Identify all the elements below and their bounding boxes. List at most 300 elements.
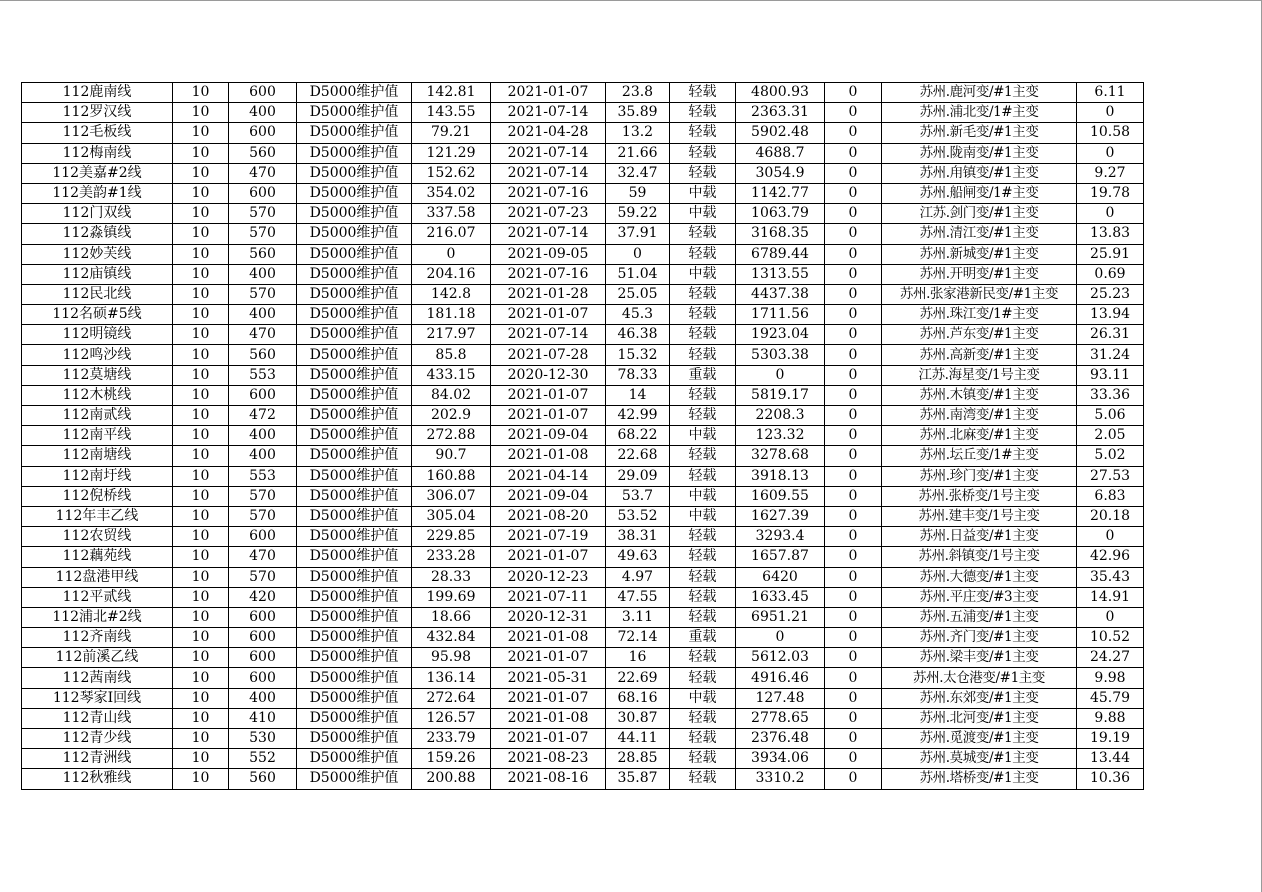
load-status-cell: 轻载 — [670, 749, 736, 769]
data-source-cell: D5000维护值 — [297, 406, 412, 426]
extra-value-cell: 19.78 — [1077, 183, 1144, 203]
line-name-cell: 112前溪乙线 — [22, 648, 173, 668]
load-status-cell: 轻载 — [670, 143, 736, 163]
current-value-cell: 0 — [412, 244, 491, 264]
extra-value-cell: 24.27 — [1077, 648, 1144, 668]
zero-cell: 0 — [825, 426, 882, 446]
current-value-cell: 142.81 — [412, 83, 491, 103]
line-name-cell: 112毛板线 — [22, 123, 173, 143]
substation-transformer-cell: 苏州.张桥变/1号主变 — [882, 486, 1077, 506]
extra-value-cell: 9.98 — [1077, 668, 1144, 688]
margin-cell: 6951.21 — [736, 607, 825, 627]
extra-value-cell: 14.91 — [1077, 587, 1144, 607]
margin-cell: 1923.04 — [736, 325, 825, 345]
data-source-cell: D5000维护值 — [297, 607, 412, 627]
current-value-cell: 90.7 — [412, 446, 491, 466]
current-value-cell: 217.97 — [412, 325, 491, 345]
current-value-cell: 28.33 — [412, 567, 491, 587]
date-cell: 2021-01-07 — [491, 83, 606, 103]
line-name-cell: 112名硕#5线 — [22, 305, 173, 325]
substation-transformer-cell: 苏州.坛丘变/1#主变 — [882, 446, 1077, 466]
margin-cell: 4688.7 — [736, 143, 825, 163]
current-value-cell: 202.9 — [412, 406, 491, 426]
margin-cell: 5612.03 — [736, 648, 825, 668]
voltage-cell: 10 — [173, 406, 229, 426]
table-row — [22, 385, 1144, 405]
voltage-cell: 10 — [173, 506, 229, 526]
voltage-cell: 10 — [173, 224, 229, 244]
table-row — [22, 547, 1144, 567]
current-value-cell: 18.66 — [412, 607, 491, 627]
voltage-cell: 10 — [173, 264, 229, 284]
load-rate-cell: 35.89 — [606, 103, 670, 123]
extra-value-cell: 0 — [1077, 103, 1144, 123]
substation-transformer-cell: 苏州.陇南变/#1主变 — [882, 143, 1077, 163]
load-status-cell: 重载 — [670, 365, 736, 385]
date-cell: 2021-09-05 — [491, 244, 606, 264]
line-name-cell: 112平贰线 — [22, 587, 173, 607]
date-cell: 2021-07-14 — [491, 224, 606, 244]
data-source-cell: D5000维护值 — [297, 365, 412, 385]
substation-transformer-cell: 苏州.船闸变/1#主变 — [882, 183, 1077, 203]
data-source-cell: D5000维护值 — [297, 183, 412, 203]
extra-value-cell: 10.58 — [1077, 123, 1144, 143]
table-row — [22, 163, 1144, 183]
voltage-cell: 10 — [173, 708, 229, 728]
load-status-cell: 中载 — [670, 426, 736, 446]
date-cell: 2021-01-08 — [491, 708, 606, 728]
voltage-cell: 10 — [173, 163, 229, 183]
zero-cell: 0 — [825, 284, 882, 304]
margin-cell: 4800.93 — [736, 83, 825, 103]
substation-transformer-cell: 苏州.日益变/#1主变 — [882, 527, 1077, 547]
substation-transformer-cell: 苏州.甪镇变/#1主变 — [882, 163, 1077, 183]
voltage-cell: 10 — [173, 769, 229, 789]
zero-cell: 0 — [825, 668, 882, 688]
substation-transformer-cell: 苏州.浦北变/1#主变 — [882, 103, 1077, 123]
load-rate-cell: 44.11 — [606, 729, 670, 749]
load-rate-cell: 68.16 — [606, 688, 670, 708]
rated-current-cell: 600 — [229, 628, 297, 648]
rated-current-cell: 560 — [229, 345, 297, 365]
extra-value-cell: 31.24 — [1077, 345, 1144, 365]
margin-cell: 1627.39 — [736, 506, 825, 526]
voltage-cell: 10 — [173, 183, 229, 203]
substation-transformer-cell: 苏州.南湾变/#1主变 — [882, 406, 1077, 426]
substation-transformer-cell: 苏州.北河变/#1主变 — [882, 708, 1077, 728]
table-row — [22, 426, 1144, 446]
line-name-cell: 112鸣沙线 — [22, 345, 173, 365]
table-row — [22, 305, 1144, 325]
load-rate-cell: 46.38 — [606, 325, 670, 345]
rated-current-cell: 410 — [229, 708, 297, 728]
zero-cell: 0 — [825, 365, 882, 385]
extra-value-cell: 33.36 — [1077, 385, 1144, 405]
rated-current-cell: 600 — [229, 668, 297, 688]
data-source-cell: D5000维护值 — [297, 587, 412, 607]
load-status-cell: 轻载 — [670, 648, 736, 668]
line-name-cell: 112浦北#2线 — [22, 607, 173, 627]
current-value-cell: 84.02 — [412, 385, 491, 405]
table-row — [22, 668, 1144, 688]
date-cell: 2021-07-23 — [491, 204, 606, 224]
voltage-cell: 10 — [173, 284, 229, 304]
load-rate-cell: 72.14 — [606, 628, 670, 648]
voltage-cell: 10 — [173, 628, 229, 648]
table-row — [22, 628, 1144, 648]
table-row — [22, 244, 1144, 264]
current-value-cell: 204.16 — [412, 264, 491, 284]
data-source-cell: D5000维护值 — [297, 547, 412, 567]
substation-transformer-cell: 苏州.太仓港变/#1主变 — [882, 668, 1077, 688]
line-name-cell: 112南塘线 — [22, 446, 173, 466]
extra-value-cell: 45.79 — [1077, 688, 1144, 708]
rated-current-cell: 560 — [229, 143, 297, 163]
page-border-top — [0, 0, 1262, 1]
extra-value-cell: 9.27 — [1077, 163, 1144, 183]
line-name-cell: 112妙芙线 — [22, 244, 173, 264]
margin-cell: 5902.48 — [736, 123, 825, 143]
zero-cell: 0 — [825, 567, 882, 587]
extra-value-cell: 0 — [1077, 143, 1144, 163]
rated-current-cell: 553 — [229, 365, 297, 385]
zero-cell: 0 — [825, 325, 882, 345]
voltage-cell: 10 — [173, 466, 229, 486]
line-name-cell: 112盘港甲线 — [22, 567, 173, 587]
load-rate-cell: 53.7 — [606, 486, 670, 506]
rated-current-cell: 420 — [229, 587, 297, 607]
line-name-cell: 112琴家Ⅰ回线 — [22, 688, 173, 708]
load-status-cell: 轻载 — [670, 103, 736, 123]
line-name-cell: 112梅南线 — [22, 143, 173, 163]
line-name-cell: 112明镜线 — [22, 325, 173, 345]
date-cell: 2021-01-28 — [491, 284, 606, 304]
load-rate-cell: 4.97 — [606, 567, 670, 587]
zero-cell: 0 — [825, 244, 882, 264]
line-name-cell: 112民北线 — [22, 284, 173, 304]
date-cell: 2021-07-11 — [491, 587, 606, 607]
zero-cell: 0 — [825, 204, 882, 224]
load-status-cell: 轻载 — [670, 769, 736, 789]
data-source-cell: D5000维护值 — [297, 204, 412, 224]
extra-value-cell: 10.36 — [1077, 769, 1144, 789]
voltage-cell: 10 — [173, 648, 229, 668]
line-name-cell: 112庙镇线 — [22, 264, 173, 284]
substation-transformer-cell: 苏州.齐门变/#1主变 — [882, 628, 1077, 648]
margin-cell: 3168.35 — [736, 224, 825, 244]
rated-current-cell: 470 — [229, 325, 297, 345]
extra-value-cell: 5.02 — [1077, 446, 1144, 466]
substation-transformer-cell: 苏州.觅渡变/#1主变 — [882, 729, 1077, 749]
line-name-cell: 112青洲线 — [22, 749, 173, 769]
load-status-cell: 轻载 — [670, 345, 736, 365]
current-value-cell: 159.26 — [412, 749, 491, 769]
table-row — [22, 204, 1144, 224]
current-value-cell: 233.28 — [412, 547, 491, 567]
date-cell: 2020-12-31 — [491, 607, 606, 627]
rated-current-cell: 600 — [229, 123, 297, 143]
data-source-cell: D5000维护值 — [297, 729, 412, 749]
margin-cell: 1609.55 — [736, 486, 825, 506]
table-row — [22, 103, 1144, 123]
data-source-cell: D5000维护值 — [297, 224, 412, 244]
zero-cell: 0 — [825, 385, 882, 405]
load-rate-cell: 16 — [606, 648, 670, 668]
load-status-cell: 轻载 — [670, 406, 736, 426]
voltage-cell: 10 — [173, 486, 229, 506]
data-source-cell: D5000维护值 — [297, 628, 412, 648]
margin-cell: 2376.48 — [736, 729, 825, 749]
line-name-cell: 112罗汉线 — [22, 103, 173, 123]
extra-value-cell: 0 — [1077, 607, 1144, 627]
table-row — [22, 183, 1144, 203]
voltage-cell: 10 — [173, 143, 229, 163]
load-status-cell: 中载 — [670, 486, 736, 506]
margin-cell: 1063.79 — [736, 204, 825, 224]
substation-transformer-cell: 苏州.新毛变/#1主变 — [882, 123, 1077, 143]
substation-transformer-cell: 苏州.塔桥变/#1主变 — [882, 769, 1077, 789]
table-row — [22, 749, 1144, 769]
load-rate-cell: 29.09 — [606, 466, 670, 486]
load-rate-cell: 68.22 — [606, 426, 670, 446]
line-name-cell: 112南贰线 — [22, 406, 173, 426]
current-value-cell: 143.55 — [412, 103, 491, 123]
current-value-cell: 272.64 — [412, 688, 491, 708]
rated-current-cell: 470 — [229, 163, 297, 183]
extra-value-cell: 20.18 — [1077, 506, 1144, 526]
substation-transformer-cell: 江苏.剑门变/#1主变 — [882, 204, 1077, 224]
load-rate-cell: 30.87 — [606, 708, 670, 728]
table-row — [22, 284, 1144, 304]
margin-cell: 3918.13 — [736, 466, 825, 486]
substation-transformer-cell: 苏州.珍门变/#1主变 — [882, 466, 1077, 486]
load-rate-cell: 35.87 — [606, 769, 670, 789]
table-row — [22, 466, 1144, 486]
date-cell: 2021-01-07 — [491, 406, 606, 426]
line-name-cell: 112青少线 — [22, 729, 173, 749]
extra-value-cell: 10.52 — [1077, 628, 1144, 648]
date-cell: 2021-07-28 — [491, 345, 606, 365]
substation-transformer-cell: 苏州.珠江变/1#主变 — [882, 305, 1077, 325]
data-source-cell: D5000维护值 — [297, 305, 412, 325]
table-row — [22, 406, 1144, 426]
date-cell: 2021-08-16 — [491, 769, 606, 789]
load-status-cell: 轻载 — [670, 466, 736, 486]
current-value-cell: 181.18 — [412, 305, 491, 325]
line-name-cell: 112青山线 — [22, 708, 173, 728]
substation-transformer-cell: 苏州.东郊变/#1主变 — [882, 688, 1077, 708]
substation-transformer-cell: 苏州.清江变/#1主变 — [882, 224, 1077, 244]
extra-value-cell: 25.23 — [1077, 284, 1144, 304]
load-rate-cell: 38.31 — [606, 527, 670, 547]
zero-cell: 0 — [825, 547, 882, 567]
extra-value-cell: 13.83 — [1077, 224, 1144, 244]
current-value-cell: 433.15 — [412, 365, 491, 385]
rated-current-cell: 600 — [229, 183, 297, 203]
rated-current-cell: 570 — [229, 567, 297, 587]
extra-value-cell: 2.05 — [1077, 426, 1144, 446]
data-source-cell: D5000维护值 — [297, 466, 412, 486]
zero-cell: 0 — [825, 749, 882, 769]
substation-transformer-cell: 苏州.平庄变/#3主变 — [882, 587, 1077, 607]
voltage-cell: 10 — [173, 365, 229, 385]
margin-cell: 5819.17 — [736, 385, 825, 405]
data-source-cell: D5000维护值 — [297, 668, 412, 688]
load-status-cell: 轻载 — [670, 123, 736, 143]
data-source-cell: D5000维护值 — [297, 426, 412, 446]
line-name-cell: 112鹿南线 — [22, 83, 173, 103]
extra-value-cell: 19.19 — [1077, 729, 1144, 749]
table-row — [22, 446, 1144, 466]
line-name-cell: 112淼镇线 — [22, 224, 173, 244]
rated-current-cell: 552 — [229, 749, 297, 769]
current-value-cell: 199.69 — [412, 587, 491, 607]
zero-cell: 0 — [825, 628, 882, 648]
load-status-cell: 轻载 — [670, 325, 736, 345]
date-cell: 2021-07-16 — [491, 264, 606, 284]
table-row — [22, 224, 1144, 244]
date-cell: 2021-08-20 — [491, 506, 606, 526]
load-rate-cell: 32.47 — [606, 163, 670, 183]
data-source-cell: D5000维护值 — [297, 527, 412, 547]
substation-transformer-cell: 苏州.莫城变/#1主变 — [882, 749, 1077, 769]
date-cell: 2021-08-23 — [491, 749, 606, 769]
voltage-cell: 10 — [173, 123, 229, 143]
current-value-cell: 126.57 — [412, 708, 491, 728]
load-status-cell: 中载 — [670, 264, 736, 284]
table-row — [22, 506, 1144, 526]
data-source-cell: D5000维护值 — [297, 708, 412, 728]
data-source-cell: D5000维护值 — [297, 769, 412, 789]
table-row — [22, 345, 1144, 365]
substation-transformer-cell: 苏州.张家港新民变/#1主变 — [882, 284, 1077, 304]
rated-current-cell: 472 — [229, 406, 297, 426]
load-rate-cell: 42.99 — [606, 406, 670, 426]
voltage-cell: 10 — [173, 345, 229, 365]
zero-cell: 0 — [825, 406, 882, 426]
data-source-cell: D5000维护值 — [297, 103, 412, 123]
current-value-cell: 152.62 — [412, 163, 491, 183]
substation-transformer-cell: 苏州.新城变/#1主变 — [882, 244, 1077, 264]
data-source-cell: D5000维护值 — [297, 749, 412, 769]
margin-cell: 2208.3 — [736, 406, 825, 426]
load-status-cell: 轻载 — [670, 244, 736, 264]
line-name-cell: 112南平线 — [22, 426, 173, 446]
load-status-cell: 轻载 — [670, 567, 736, 587]
line-name-cell: 112年丰乙线 — [22, 506, 173, 526]
table-row — [22, 587, 1144, 607]
margin-cell: 6420 — [736, 567, 825, 587]
voltage-cell: 10 — [173, 446, 229, 466]
zero-cell: 0 — [825, 466, 882, 486]
extra-value-cell: 6.83 — [1077, 486, 1144, 506]
load-rate-cell: 37.91 — [606, 224, 670, 244]
data-source-cell: D5000维护值 — [297, 385, 412, 405]
substation-transformer-cell: 苏州.高新变/#1主变 — [882, 345, 1077, 365]
table-row — [22, 486, 1144, 506]
margin-cell: 5303.38 — [736, 345, 825, 365]
date-cell: 2021-05-31 — [491, 668, 606, 688]
date-cell: 2021-09-04 — [491, 426, 606, 446]
data-source-cell: D5000维护值 — [297, 648, 412, 668]
load-rate-cell: 59.22 — [606, 204, 670, 224]
load-rate-cell: 45.3 — [606, 305, 670, 325]
data-source-cell: D5000维护值 — [297, 506, 412, 526]
voltage-cell: 10 — [173, 325, 229, 345]
rated-current-cell: 600 — [229, 83, 297, 103]
current-value-cell: 136.14 — [412, 668, 491, 688]
data-source-cell: D5000维护值 — [297, 345, 412, 365]
data-source-cell: D5000维护值 — [297, 163, 412, 183]
line-name-cell: 112南圩线 — [22, 466, 173, 486]
rated-current-cell: 570 — [229, 224, 297, 244]
zero-cell: 0 — [825, 607, 882, 627]
table-row — [22, 708, 1144, 728]
load-rate-cell: 0 — [606, 244, 670, 264]
date-cell: 2021-07-14 — [491, 143, 606, 163]
date-cell: 2021-07-14 — [491, 163, 606, 183]
zero-cell: 0 — [825, 103, 882, 123]
table-row — [22, 123, 1144, 143]
load-rate-cell: 59 — [606, 183, 670, 203]
current-value-cell: 216.07 — [412, 224, 491, 244]
substation-transformer-cell: 苏州.木镇变/#1主变 — [882, 385, 1077, 405]
rated-current-cell: 570 — [229, 284, 297, 304]
current-value-cell: 354.02 — [412, 183, 491, 203]
voltage-cell: 10 — [173, 668, 229, 688]
zero-cell: 0 — [825, 506, 882, 526]
date-cell: 2020-12-23 — [491, 567, 606, 587]
substation-transformer-cell: 苏州.斜镇变/1号主变 — [882, 547, 1077, 567]
margin-cell: 3934.06 — [736, 749, 825, 769]
load-status-cell: 中载 — [670, 204, 736, 224]
rated-current-cell: 570 — [229, 204, 297, 224]
margin-cell: 0 — [736, 365, 825, 385]
rated-current-cell: 530 — [229, 729, 297, 749]
zero-cell: 0 — [825, 143, 882, 163]
extra-value-cell: 6.11 — [1077, 83, 1144, 103]
load-rate-cell: 3.11 — [606, 607, 670, 627]
current-value-cell: 142.8 — [412, 284, 491, 304]
line-name-cell: 112莫塘线 — [22, 365, 173, 385]
zero-cell: 0 — [825, 305, 882, 325]
table-row — [22, 83, 1144, 103]
data-source-cell: D5000维护值 — [297, 486, 412, 506]
date-cell: 2021-01-08 — [491, 446, 606, 466]
extra-value-cell: 27.53 — [1077, 466, 1144, 486]
data-source-cell: D5000维护值 — [297, 83, 412, 103]
data-source-cell: D5000维护值 — [297, 284, 412, 304]
rated-current-cell: 553 — [229, 466, 297, 486]
substation-transformer-cell: 苏州.芦东变/#1主变 — [882, 325, 1077, 345]
voltage-cell: 10 — [173, 547, 229, 567]
zero-cell: 0 — [825, 688, 882, 708]
zero-cell: 0 — [825, 345, 882, 365]
load-rate-cell: 47.55 — [606, 587, 670, 607]
line-name-cell: 112茜南线 — [22, 668, 173, 688]
extra-value-cell: 35.43 — [1077, 567, 1144, 587]
current-value-cell: 121.29 — [412, 143, 491, 163]
substation-transformer-cell: 苏州.大德变/#1主变 — [882, 567, 1077, 587]
rated-current-cell: 560 — [229, 769, 297, 789]
voltage-cell: 10 — [173, 587, 229, 607]
extra-value-cell: 0 — [1077, 527, 1144, 547]
margin-cell: 1711.56 — [736, 305, 825, 325]
line-load-table — [21, 82, 1144, 790]
margin-cell: 4437.38 — [736, 284, 825, 304]
line-name-cell: 112农贸线 — [22, 527, 173, 547]
load-status-cell: 轻载 — [670, 446, 736, 466]
